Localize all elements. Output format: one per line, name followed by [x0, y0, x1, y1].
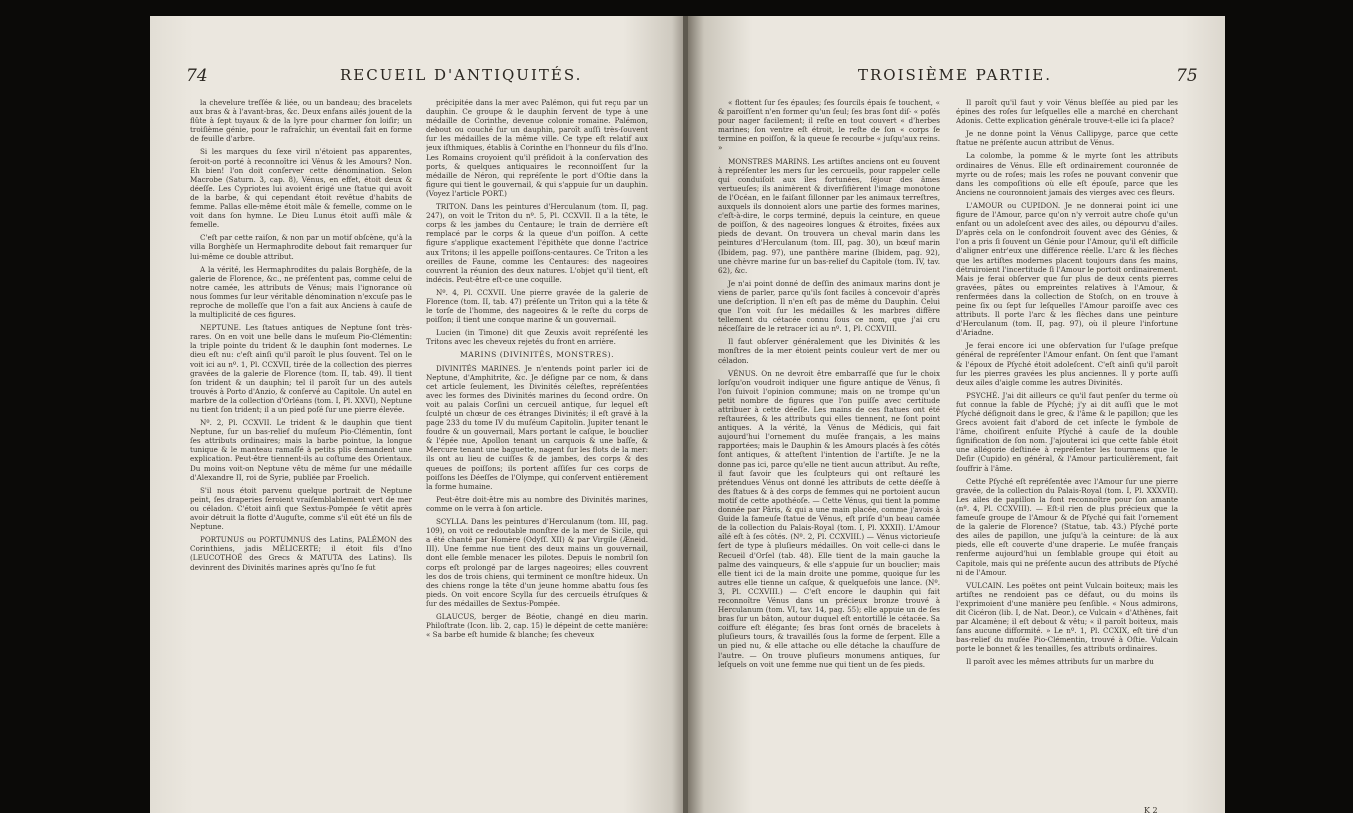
paragraph: L'AMOUR ou CUPIDON. Je ne donnerai point ici une figure de l'Amour, parce qu'on n'y verroit autre choſe qu'un enfant ou un adoleſcent avec des ailes, ou dépourvu d'ailes. D'après cela on le confondroit ſouvent avec des Génies, & l'on a pris ſi ſouvent un Génie pour l'Amour, qu'il eſt difficile d'aligner entr'eux une différence réelle. L'arc & les flèches que les artiſtes modernes placent toujours dans ſes mains, détruiroient l'incertitude ſi l'Amour le portoit ordinairement. Mais je ferai obſerver que ſur plus de deux cents pierres gravées, pâtes ou empreintes relatives à l'Amour, & renfermées dans la collection de Stoſch, on en trouve à peine ſix ou ſept ſur leſquelles l'Amour paroiſſe avec ces attributs. Il porte l'arc & les flèches dans une peinture d'Herculanum (tom. II, pag. 97), où il pleure l'infortune d'Ariadne. — [956, 200, 1178, 338]
right-page-number: 75 — [1176, 66, 1198, 86]
paragraph: S'il nous étoit parvenu quelque portrait de Neptune peint, ſes draperies ſeroient vraiſemblablement vert de mer ou céladon. C'étoit ainſi que Sextus-Pompée ſe vêtit après avoir détruit la flotte d'Auguſte, comme s'il eût été un fils de Neptune. — [190, 485, 412, 532]
paragraph: TRITON. Dans les peintures d'Herculanum (tom. II, pag. 247), on voit le Triton du nº. 5, Pl. CCXVII. Il a la tête, le corps & les jambes du Centaure; le train de derrière eſt remplacé par le corps & la queue d'un poiſſon. A cette figure s'applique exactement l'épithète que donne l'actrice aux Tritons; il les appelle poiſſons-centaures. Ce Triton a les oreilles de Faune, comme les Centaures: des nageoires couvrent la réunion des deux natures. L'objet qu'il tient, eſt indécis. Peut-être eſt-ce une coquille. — [426, 202, 648, 284]
left-page — [150, 16, 688, 813]
paragraph: MONSTRES MARINS. Les artiſtes anciens ont eu ſouvent à repréſenter les mers ſur les cercueils, pour rappeler celle qui conduiſoit aux îles fortunées, ſéjour des âmes vertueuſes; ils animèrent & diverſifièrent l'image monotone de l'Océan, en le faiſant ſillonner par les animaux terreſtres, auxquels ils donnoient alors une partie des formes marines, c'eſt-à-dire, le corps terminé, depuis la ceinture, en queue de poiſſon, & des nageoires longues & étroites, fixées aux pieds de devant. On trouvera un cheval marin dans les peintures d'Herculanum (tom. III, pag. 30), un bœuf marin (Ibidem, pag. 97), une panthère marine (Ibidem, pag. 92), une chèvre marine ſur un bas-relief du Capitole (tom. IV, tav. 62), &c. — [718, 156, 940, 275]
paragraph: La colombe, la pomme & le myrte ſont les attributs ordinaires de Vénus. Elle eſt ordinairement couronnée de myrte ou de roſes; mais les roſes ne pouvant convenir que dans les compoſitions où elle eſt épouſe, parce que les Anciens ne couronnoient jamais des vierges avec ces fleurs. — [956, 151, 1178, 197]
left-column-1 — [190, 98, 412, 806]
paragraph: Je n'ai point donné de deſſin des animaux marins dont je viens de parler, parce qu'ils ſont faciles à concevoir d'après une deſcription. Il n'en eſt pas de même du Dauphin. Celui que l'on voit ſur les médailles & les marbres diffère tellement du cétacée connu ſous ce nom, que j'ai cru néceſſaire de le retracer ici au nº. 1, Pl. CCXVIII. — [718, 278, 940, 334]
left-column-2 — [426, 98, 648, 806]
paragraph: « flottent ſur ſes épaules; ſes ſourcils épais ſe touchent, « & paroiſſent n'en former qu'un ſeul; ſes bras ſont diſ- « poſés pour nager facilement; il reſte en tout couvert « d'herbes marines; ſon ventre eſt étroit, le reſte de ſon « corps ſe termine en poiſſon, & la queue ſe recourbe « juſqu'aux reins. » — [718, 98, 940, 153]
left-page-number: 74 — [186, 66, 208, 86]
paragraph: précipitée dans la mer avec Palémon, qui fut reçu par un dauphin. Ce groupe & le dauphin ſervent de type à une médaille de Corinthe, devenue colonie romaine. Palémon, debout ou couché ſur un dauphin, paroît auſſi très-ſouvent ſur les médailles de la même ville. Ce type eſt relatif aux jeux iſthmiques, établis à Corinthe en l'honneur du fils d'Ino. Les Romains croyoient qu'il préſidoit à la conſervation des ports, & quelques antiquaires le reconnoiſſent ſur la médaille de Néron, qui repréſente le port d'Oſtie dans la figure qui tient le gouvernail, & qui s'appuie ſur un dauphin. (Voyez l'article PORT.) — [426, 98, 648, 198]
paragraph: Il paroît avec les mêmes attributs ſur un marbre du — [966, 657, 1154, 667]
paragraph: Il paroît qu'il faut y voir Vénus bleſſée au pied par les épines des roſes ſur leſquelles elle a marché en cherchant Adonis. Cette explication générale trouve-t-elle ici ſa place? — [956, 98, 1178, 126]
left-running-head: RECUEIL D'ANTIQUITÉS. — [340, 66, 583, 84]
paragraph: C'eſt par cette raiſon, & non par un motif obſcène, qu'à la villa Borghèſe un Hermaphrodite debout fait remarquer ſur lui-même ce double attribut. — [190, 233, 412, 261]
paragraph: DIVINITÉS MARINES. Je n'entends point parler ici de Neptune, d'Amphitrite, &c. Je déſigne par ce nom, & dans cet article ſeulement, les Divinités céleſtes, repréſentées avec les formes des Divinités marines du ſecond ordre. On voit au palais Corſini un cercueil antique, ſur lequel eſt ſculpté un chœur de ces étranges Divinités; il eſt gravé à la page 233 du tome IV du muſéum Capitolin. Jupiter tenant le foudre & un gouvernail, Mars portant le caſque, le bouclier & l'épée nue, Apollon tenant un carquois & une baſſe, & Mercure tenant une baguette, nagent ſur les flots de la mer: ils ont au lieu de cuiſſes & de jambes, des corps & des queues de poiſſons; ils portent aſſiſes ſur ces corps de poiſſons les Déeſſes de l'Olympe, qui conſervent entièrement la forme humaine. — [426, 363, 648, 491]
paragraph: Cette Pſyché eſt repréſentée avec l'Amour ſur une pierre gravée, de la collection du Palais-Royal (tom. I, Pl. XXXVII). Les ailes de papillon la font reconnoître pour ſon amante (nº. 4, Pl. CCXVIII). — Eſt-il rien de plus précieux que la fameuſe groupe de l'Amour & de Pſyché qui fait l'ornement de la galerie de Florence? (Statue, tab. 43.) Pſyché porte des ailes de papillon, une juſqu'à la ceinture: de là aux pieds, elle eſt couverte d'une draperie. Le muſée français renferme aujourd'hui un ſemblable groupe qui étoit au Capitole, mais qui ne préſente aucun des attributs de Pſyché ni de l'Amour. — [956, 476, 1178, 577]
paragraph: NEPTUNE. Les ſtatues antiques de Neptune ſont très-rares. On en voit une belle dans le muſeum Pio-Clémentin: la triple pointe du trident & le dauphin ſont modernes. Le dieu eſt nu: c'eſt ainſi qu'il paroît le plus ſouvent. Tel on le voit ici au nº. 1, Pl. CCXVII, tirée de la collection des pierres gravées de la galerie de Florence (tom. II, tab. 49). Il tient ſon trident & un dauphin; tel il paroît ſur un des autels trouvés à Porto d'Anzio, & conſervé au Capitole. Un autel en marbre de la collection d'Orléans (tom. I, Pl. XXVI), Neptune nu tient ſon trident; il a un pied poſé ſur une pierre élevée. — [190, 323, 412, 414]
signature-mark: K 2 — [1144, 806, 1158, 813]
paragraph: PSYCHÉ. J'ai dit ailleurs ce qu'il faut penſer du terme où fut connue la fable de Pſyché; j'y ai dit auſſi que le mot Pſyché déſignoit dans le grec, & l'âme & le papillon; que les Grecs avoient fait d'abord de cet inſecte le ſymbole de l'âme, choiſirent enſuite Pſyché à cauſe de la double ſignification de ſon nom. J'ajouterai ici que cette fable étoit une allégorie deſtinée à repréſenter les tourmens que le Deſir (Cupido) en général, & l'Amour particulièrement, fait ſouffrir à l'âme. — [956, 390, 1178, 473]
right-page — [688, 16, 1225, 813]
section-heading: MARINS (DIVINITÉS, MONSTRES). — [459, 350, 615, 360]
paragraph: Peut-être doit-être mis au nombre des Divinités marines, comme on le verra à ſon article. — [426, 494, 648, 513]
right-column-2 — [956, 98, 1178, 806]
open-book — [150, 16, 1225, 813]
paragraph: VULCAIN. Les poëtes ont peint Vulcain boiteux; mais les artiſtes ne rendoient pas ce défaut, ou du moins ils l'exprimoient d'une manière peu ſenſible. « Nous admirons, dit Cicéron (lib. I, de Nat. Deor.), ce Vulcain « d'Athènes, fait par Alcamène; il eſt debout & vêtu; « il paroît boiteux, mais ſans aucune difformité. » Le nº. 1, Pl. CCXIX, eſt tiré d'un bas-relief du muſée Pio-Clémentin, trouvé à Oſtie. Vulcain porte le bonnet & les tenailles, ſes attributs ordinaires. — [956, 580, 1178, 654]
paragraph: Nº. 2, Pl. CCXVII. Le trident & le dauphin que tient Neptune, ſur un bas-relief du muſeum Pio-Clémentin, ſont ſes attributs ordinaires; mais la barbe pointue, la longue tunique & le manteau ramaſſé à petits plis demandent une explication. Peut-être tiennent-ils au coſtume des Orientaux. Du moins voit-on Neptune vêtu de même ſur une médaille d'Alexandre II, roi de Syrie, publiée par Froelich. — [190, 418, 412, 482]
paragraph: Nº. 4, Pl. CCXVII. Une pierre gravée de la galerie de Florence (tom. II, tab. 47) préſente un Triton qui a la tête & le torſe de l'homme, des nageoires & le reſte du corps de poiſſon; il tient une conque marine & un gouvernail. — [426, 287, 648, 325]
right-column-1 — [718, 98, 940, 806]
paragraph: GLAUCUS, berger de Béotie, changé en dieu marin. Philoſtrate (Icon. lib. 2, cap. 15) le dépeint de cette manière: « Sa barbe eſt humide & blanche; ſes cheveux — [426, 611, 648, 640]
paragraph: la chevelure treſſée & liée, ou un bandeau; des bracelets aux bras & à l'avant-bras, &c. Deux enfans ailés jouent de la flûte à ſept tuyaux & de la lyre pour charmer ſon loiſir; un troiſième génie, pour le rafraîchir, un éventail fait en forme de feuille d'arbre. — [190, 98, 412, 144]
paragraph: Je ne donne point la Vénus Callipyge, parce que cette ſtatue ne préſente aucun attribut de Vénus. — [956, 129, 1178, 148]
paragraph: Si les marques du ſexe viril n'étoient pas apparentes, ſeroit-on porté à reconnoître ici Vénus & les Amours? Non. Eh bien! l'on doit conſerver cette dénomination. Selon Macrobe (Saturn. 3, cap. 8), Vénus, en effet, étoit deux & déeſſe. Les Cypriotes lui avoient érigé une ſtatue qui avoit de la barbe, & qui cependant étoit revêtue d'habits de femme. Pallas elle-même étoit mâle & femelle, comme on le voit dans ſon hymne. Le Dieu Lunus étoit auſſi mâle & femelle. — [190, 147, 412, 230]
paragraph: SCYLLA. Dans les peintures d'Herculanum (tom. III, pag. 109), on voit ce redoutable monſtre de la mer de Sicile, qui a été chanté par Homère (Odyſſ. XII) & par Virgile (Æneid. III). Une femme nue tient des deux mains un gouvernail, dont elle ſemble menacer les pilotes. Depuis le nombril ſon corps eſt prolongé par de larges nageoires; elles couvrent les dos de trois chiens, qui terminent ce monſtre hideux. Un des chiens ronge la tête d'un jeune homme abattu ſous ſes pieds. On voit encore Scylla ſur des cercueils étruſques & ſur des médailles de Sextus-Pompée. — [426, 517, 648, 608]
paragraph: Je ferai encore ici une obſervation ſur l'uſage preſque général de repréſenter l'Amour enfant. On ſent que l'amant & l'époux de Pſyché étoit adoleſcent. C'eſt ainſi qu'il paroît ſur les pierres gravées les plus anciennes. Il y porte auſſi deux ailes d'aigle comme les autres Divinités. — [956, 341, 1178, 387]
right-running-head: TROISIÈME PARTIE. — [858, 66, 1052, 84]
paragraph: Lucien (in Timone) dit que Zeuxis avoit repréſenté les Tritons avec les cheveux rejetés du front en arrière. — [426, 328, 648, 347]
paragraph: Il faut obſerver généralement que les Divinités & les monſtres de la mer étoient peints couleur vert de mer ou céladon. — [718, 337, 940, 365]
paragraph: PORTUNUS ou PORTUMNUS des Latins, PALÉMON des Corinthiens, jadis MÉLICERTE; il étoit fils d'Ino (LEUCOTHOÉ des Grecs & MATUTA des Latins). Ils devinrent des Divinités marines après qu'Ino ſe fut — [190, 535, 412, 572]
paragraph: VÉNUS. On ne devroit être embarraſſé que ſur le choix lorſqu'on voudroit indiquer une figure antique de Vénus, ſi l'on ſuivoit l'opinion commune; mais on ne trompe qu'un petit nombre de figures que l'on puiſſe avec certitude attribuer à cette déeſſe. Les mains de ces ſtatues ont été reſtaurées, & les attributs qui elles tiennent, ne ſont point antiques. A la vérité, la Vénus de Médicis, qui fait aujourd'hui l'ornement du muſée français, a les mains rapportées; mais le Dauphin & les Amours placés à ſes côtés ſont antiques, & atteſtent l'intention de l'artiſte. Je ne la donne pas ici, parce qu'elle ne tient aucun attribut. Au reſte, il faut ſavoir que les ſculpteurs qui ont reſtauré les prétendues Vénus ont donné les attributs de cette déeſſe à des ſtatues & à des corps de femmes qui ne portoient aucun motif de cette apothéoſe. — Cette Vénus, qui tient la pomme donnée par Pâris, & qui a une main placée, comme j'avois à Guide la fameuſe ſtatue de Vénus, eſt priſe d'un beau camée de la collection du Palais-Royal (tom. I, Pl. XXXII). L'Amour aîlé eſt à ſes côtés. (Nº. 2, Pl. CCXVIII.) — Vénus victorieuſe ſert de type à pluſieurs médailles. On voit celle-ci dans le Recueil d'Orſel (tab. 48). Elle tient de la main gauche la palme des vainqueurs, & elle s'appuie ſur un bouclier; mais elle tient ici de la main droite une pomme, quoique ſur les autres elle tienne un caſque, & quelquefois une lance. (Nº. 3, Pl. CCXVIII.) — C'eſt encore le dauphin qui fait reconnoître Vénus dans un précieux bronze trouvé à Herculanum (tom. VI, tav. 14, pag. 55); elle appuie un de ſes bras ſur un bâton, autour duquel eſt entortillé le cétacée. Sa coiffure eſt élégante; ſes bras ſont ornés de bracelets à pluſieurs tours, & travaillés ſous la forme de ſerpent. Elle a un pied nu, & elle attache ou elle détache la chauſſure de l'autre. — On trouve pluſieurs monumens antiques, ſur leſquels on voit une femme nue qui tient un de ſes pieds. — [718, 368, 940, 669]
paragraph: A la vérité, les Hermaphrodites du palais Borghèſe, de la galerie de Florence, &c., ne préſentent pas, comme celui de notre camée, les attributs de Vénus; mais l'ignorance où nous ſommes ſur leur véritable dénomination n'excuſe pas le reproche de molleſſe que l'on a fait aux Anciens à cauſe de la multiplicité de ces figures. — [190, 264, 412, 320]
